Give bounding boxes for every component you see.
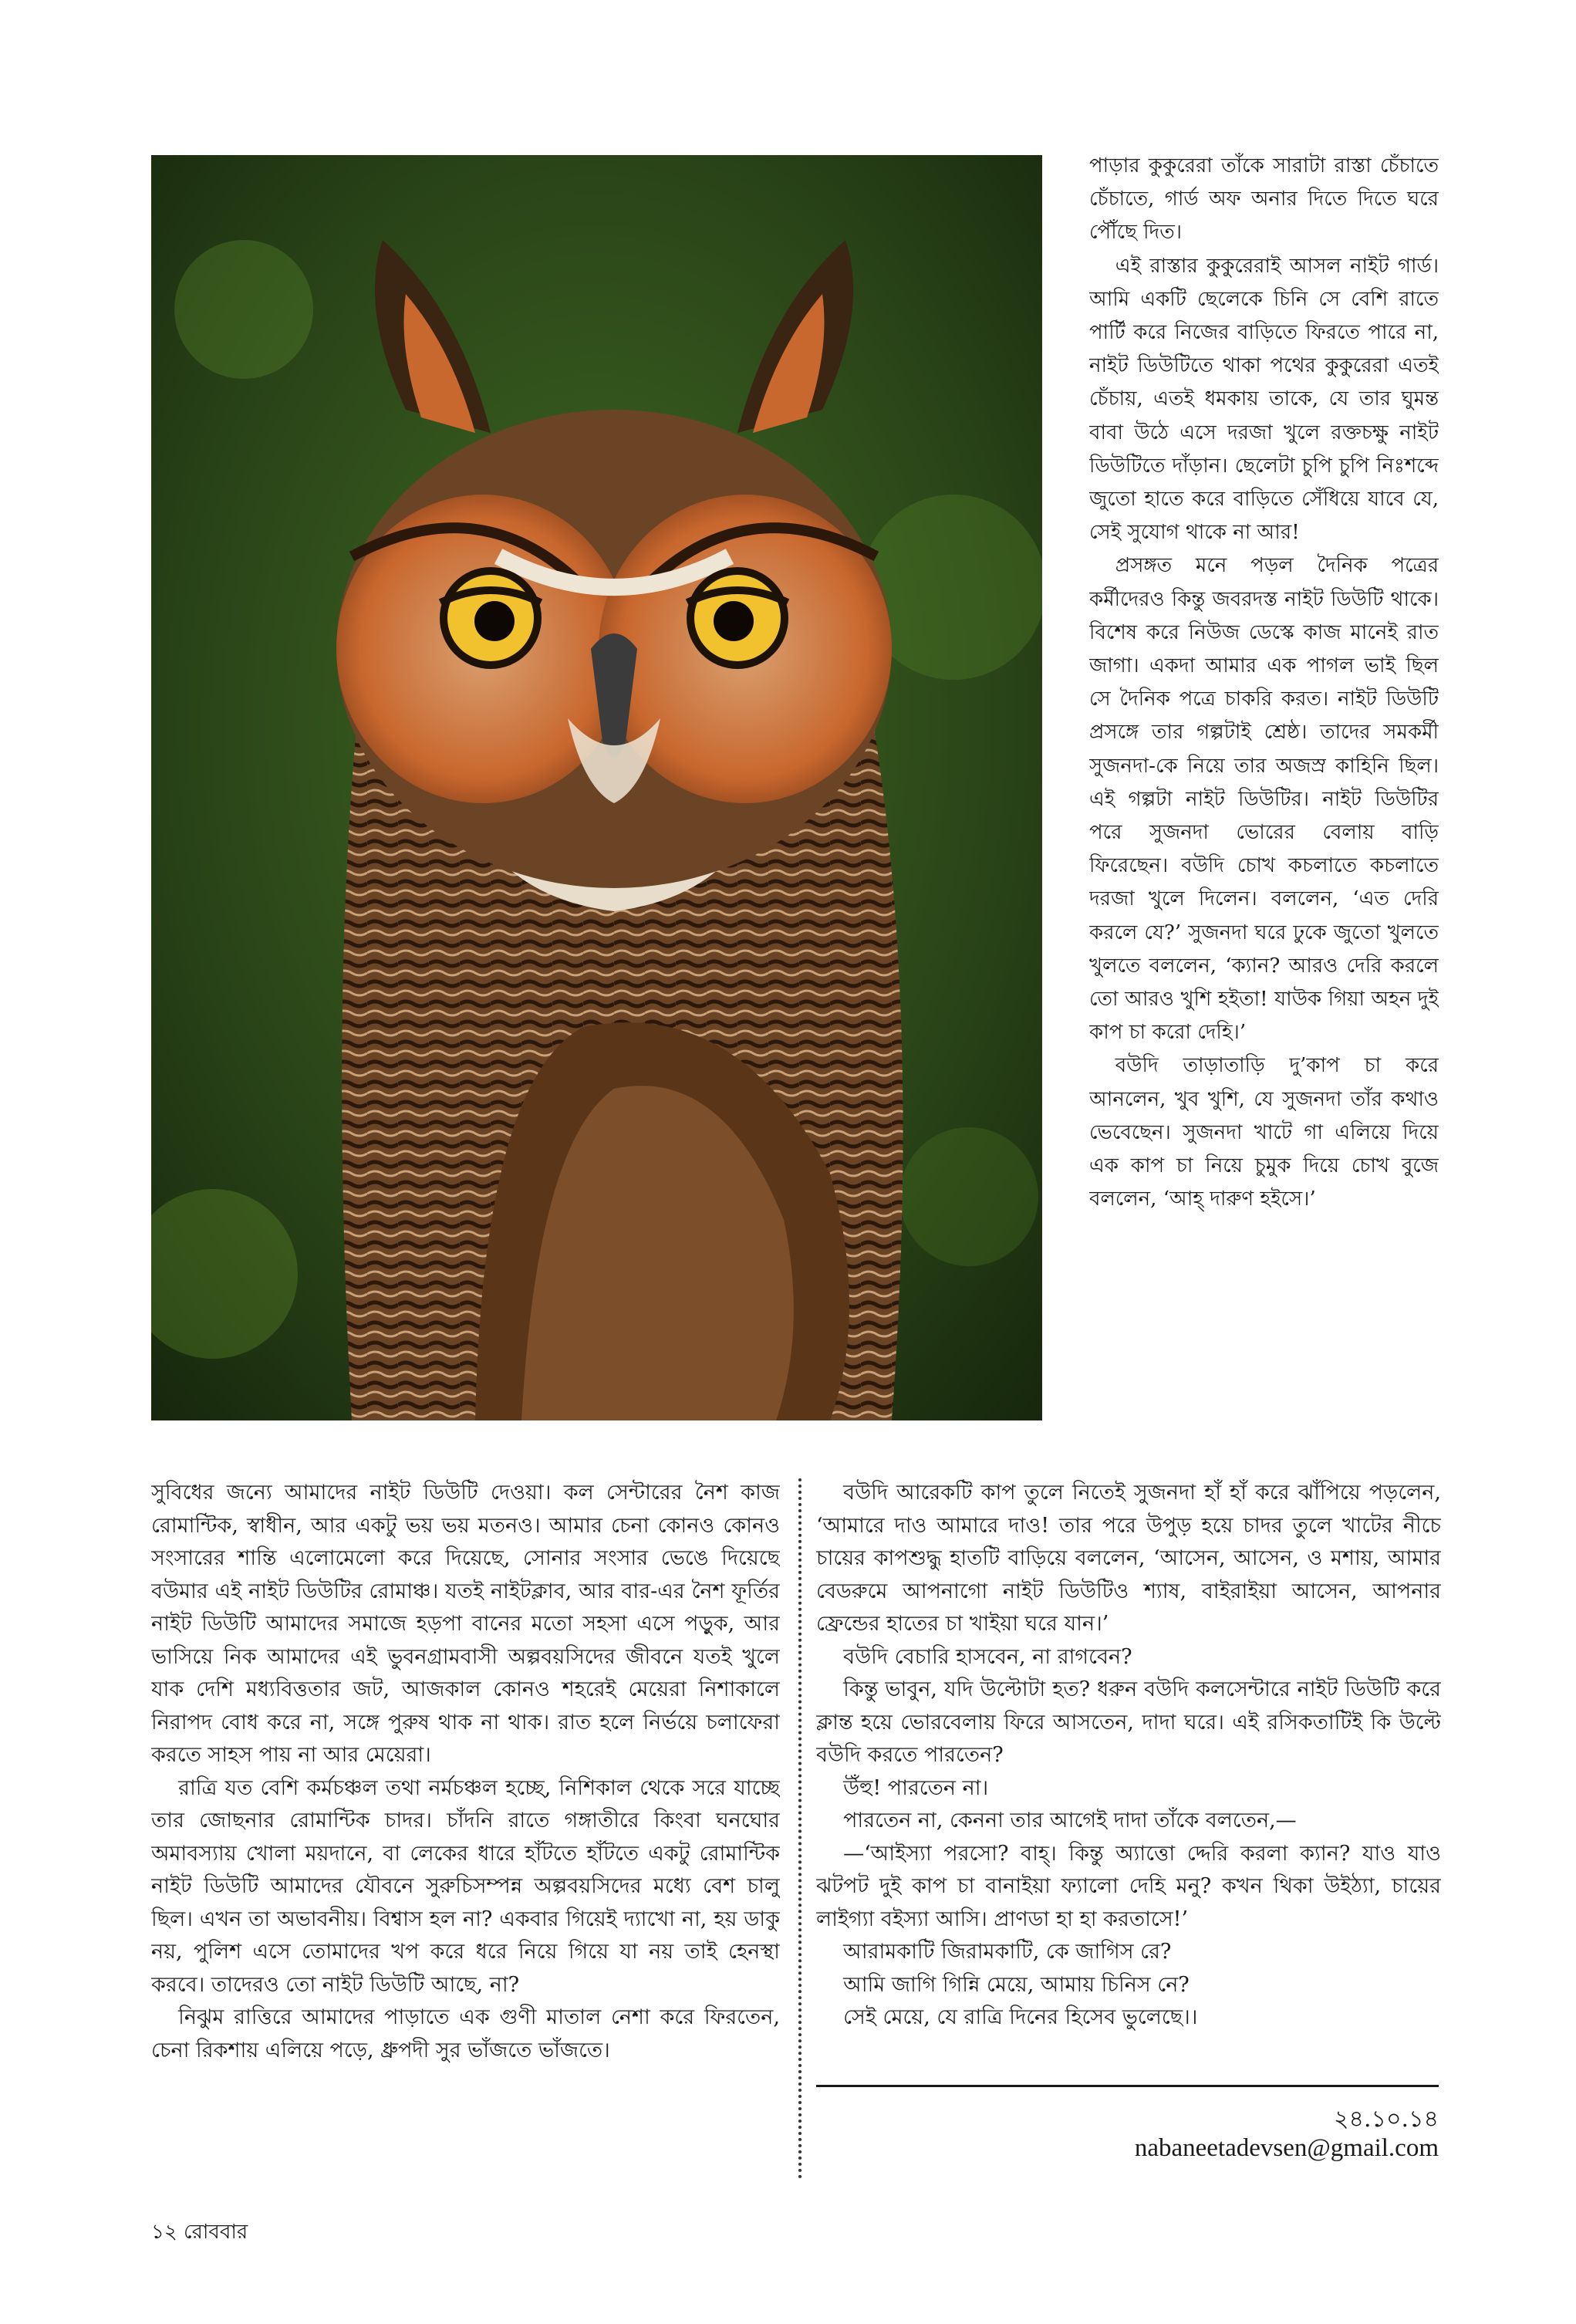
paragraph: বউদি তাড়াতাড়ি দু’কাপ চা করে আনলেন, খুব খুশি, যে সুজনদা তাঁর কথাও ভেবেছেন। সুজনদা খাটে গা এলিয়ে দিয়ে এক কাপ চা নিয়ে চুমুক দিয়ে চোখ বুজে বললেন, ‘আহ্‌ দারুণ হইসে।’ <box>1089 1054 1439 1211</box>
verse-line: আরামকাটি জিরামকাটি, কে জাগিস রে? <box>843 1940 1172 1964</box>
paragraph: পারতেন না, কেননা তার আগেই দাদা তাঁকে বলতেন,— <box>843 1809 1297 1833</box>
paragraph: নিঝুম রাত্তিরে আমাদের পাড়াতে এক গুণী মাতাল নেশা করে ফিরতেন, চেনা রিকশায় এলিয়ে পড়ে, ধ্রুপদী সুর ভাঁজতে ভাঁজতে। <box>151 2005 780 2062</box>
paragraph: বউদি বেচারি হাসবেন, না রাগবেন? <box>843 1644 1132 1669</box>
author-email: nabaneetadevsen@gmail.com <box>1134 2134 1439 2162</box>
paragraph: সুবিধের জন্যে আমাদের নাইট ডিউটি দেওয়া। কল সেন্টারের নৈশ কাজ রোমান্টিক, স্বাধীন, আর একটু ভয় ভয় মতনও। আমার চেনা কোনও কোনও সংসারের শান্তি এলোমেলো করে দিয়েছে, সোনার সংসার ভেঙে দিয়েছে বউমার এই নাইট ডিউটির রোমাঞ্চ। যতই নাইটক্লাব, আর বার-এর নৈশ ফূর্তির নাইট ডিউটি আমাদের সমাজে হড়পা বানের মতো সহসা এসে পড়ুক, আর ভাসিয়ে নিক আমাদের এই ভুবনগ্রামবাসী অল্পবয়সিদের জীবনে যতই খুলে যাক দেশি মধ্যবিত্ততার জট, আজকাল কোনও শহরেই মেয়েরা নিশাকালে নিরাপদ বোধ করে না, সঙ্গে পুরুষ থাক না থাক। রাত হলে নির্ভয়ে চলাফেরা করতে সাহস পায় না আর মেয়েরা। <box>151 1481 780 1767</box>
paragraph: কিন্তু ভাবুন, যদি উল্টোটা হত? ধরুন বউদি কলসেন্টারে নাইট ডিউটি করে ক্লান্ত হয়ে ভোরবেলায় ফিরে আসতেন, দাদা ঘরে। এই রসিকতাটিই কি উল্টে বউদি করতে পারতেন? <box>816 1677 1441 1767</box>
bottom-right-text-column <box>816 1477 1441 2067</box>
verse-line: সেই মেয়ে, যে রাত্রি দিনের হিসেব ভুলেছে।। <box>843 2005 1198 2029</box>
verse-line: আমি জাগি গিন্নি মেয়ে, আমায় চিনিস নে? <box>843 1972 1190 1997</box>
column-divider <box>798 1478 801 2179</box>
article-date: ২৪.১০.১৪ <box>1334 2106 1439 2133</box>
paragraph: এই রাস্তার কুকুরেরাই আসল নাইট গার্ড। আমি একটি ছেলেকে চিনি সে বেশি রাতে পার্টি করে নিজের বাড়িতে ফিরতে পারে না, নাইট ডিউটিতে থাকা পথের কুকুরেরা এতই চেঁচায়, এতই ধমকায় তাকে, যে তার ঘুমন্ত বাবা উঠে এসে দরজা খুলে রক্তচক্ষু নাইট ডিউটিতে দাঁড়ান। ছেলেটা চুপি চুপি নিঃশব্দে জুতো হাতে করে বাড়িতে সেঁধিয়ে যাবে যে, সেই সুযোগ থাকে না আর! <box>1089 254 1439 545</box>
article-end-rule <box>816 2085 1439 2087</box>
page-folio: ১২ রোববার <box>151 2221 248 2244</box>
paragraph: উঁহু! পারতেন না। <box>843 1775 989 1800</box>
paragraph: বউদি আরেকটি কাপ তুলে নিতেই সুজনদা হাঁ হাঁ করে ঝাঁপিয়ে পড়লেন, ‘আমারে দাও আমারে দাও! তার পরে উপুড় হয়ে চাদর তুলে খাটের নীচে চায়ের কাপশুদ্ধু হাতটি বাড়িয়ে বললেন, ‘আসেন, আসেন, ও মশায়, আমার বেডরুমে আপনাগো নাইট ডিউটিও শ্যাষ, বাইরাইয়া আসেন, আপনার ফ্রেন্ডের হাতের চা খাইয়া ঘরে যান।’ <box>816 1481 1441 1636</box>
paragraph: —‘আইস্যা পরসো? বাহ্‌। কিন্তু অ্যাত্তো দ্দেরি করলা ক্যান? যাও যাও ঝটপট দুই কাপ চা বানাইয়া ফ্যালো দেহি মনু? কখন থিকা উইঠ্যা, চায়ের লাইগ্যা বইস্যা আসি। প্রাণডা হা হা করতাসে!’ <box>816 1841 1441 1931</box>
paragraph: প্রসঙ্গত মনে পড়ল দৈনিক পত্রের কর্মীদেরও কিন্তু জবরদস্ত নাইট ডিউটি থাকে। বিশেষ করে নিউজ ডেস্কে কাজ মানেই রাত জাগা। একদা আমার এক পাগল ভাই ছিল সে দৈনিক পত্রে চাকরি করত। নাইট ডিউটি প্রসঙ্গে তার গল্পটাই শ্রেষ্ঠ। তাদের সমকর্মী সুজনদা-কে নিয়ে তার অজস্র কাহিনি ছিল। এই গল্পটা নাইট ডিউটির। নাইট ডিউটির পরে সুজনদা ভোরের বেলায় বাড়ি ফিরেছেন। বউদি চোখ কচলাতে কচলাতে দরজা খুলে দিলেন। বললেন, ‘এত দেরি করলে যে?’ সুজনদা ঘরে ঢুকে জুতো খুলতে খুলতে বললেন, ‘ক্যান? আরও দেরি করলে তো আরও খুশি হইতা! যাউক গিয়া অহন দুই কাপ চা করো দেহি।’ <box>1089 554 1439 1045</box>
top-right-text-column <box>1089 150 1439 1485</box>
paragraph: পাড়ার কুকুরেরা তাঁকে সারাটা রাস্তা চেঁচাতে চেঁচাতে, গার্ড অফ অনার দিতে দিতে ঘরে পৌঁছে দিত। <box>1089 154 1439 245</box>
paragraph: রাত্রি যত বেশি কর্মচঞ্চল তথা নর্মচঞ্চল হচ্ছে, নিশিকাল থেকে সরে যাচ্ছে তার জোছনার রোমান্টিক চাদর। চাঁদনি রাতে গঙ্গাতীরে কিংবা ঘনঘোর অমাবস্যায় খোলা ময়দানে, বা লেকের ধারে হাঁটতে হাঁটতে একটু রোমান্টিক নাইট ডিউটি আমাদের যৌবনে সুরুচিসম্পন্ন অল্পবয়সিদের মধ্যে বেশ চালু ছিল। এখন তা অভাবনীয়। বিশ্বাস হল না? একবার গিয়েই দ্যাখো না, হয় ডাকু নয়, পুলিশ এসে তোমাদের খপ করে ধরে নিয়ে গিয়ে যা নয় তাই হেনস্থা করবে। তাদেরও তো নাইট ডিউটি আছে, না? <box>151 1775 780 1997</box>
bottom-left-text-column <box>151 1477 780 2189</box>
owl-photo <box>151 155 1042 1420</box>
